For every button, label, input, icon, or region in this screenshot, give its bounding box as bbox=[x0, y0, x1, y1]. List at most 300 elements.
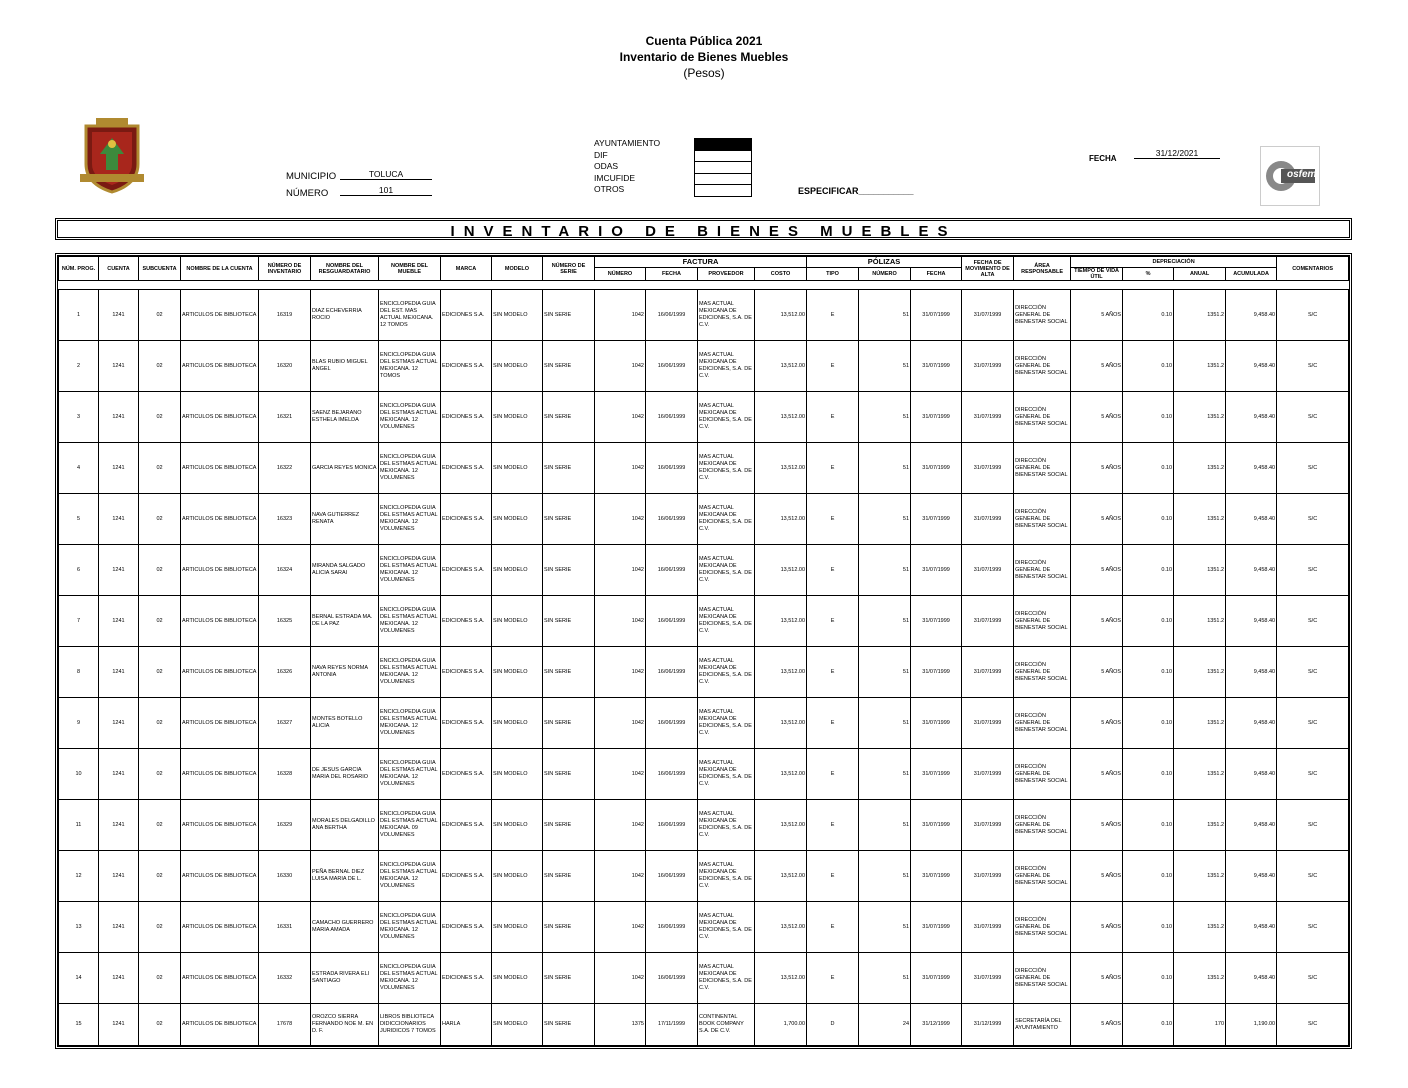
cell-comentarios: S/C bbox=[1277, 902, 1349, 953]
cell-comentarios: S/C bbox=[1277, 290, 1349, 341]
cell-mueble: ENCICLOPEDIA GUIA DEL ESTMAS ACTUAL MEXICANA. 12 VOLUMENES bbox=[379, 902, 441, 953]
col-num-inventario: NÚMERO DE INVENTARIO bbox=[259, 257, 311, 281]
cell-cuenta: 1241 bbox=[99, 545, 139, 596]
cell-resguardatario: NAVA REYES NORMA ANTONIA bbox=[311, 647, 379, 698]
group-factura: FACTURA bbox=[595, 257, 807, 268]
cell-subcuenta: 02 bbox=[139, 749, 181, 800]
table-row bbox=[59, 851, 1349, 902]
cell-fecha-mov: 31/07/1999 bbox=[962, 341, 1014, 392]
cell-num-prog: 15 bbox=[59, 1004, 99, 1046]
cell-subcuenta: 02 bbox=[139, 647, 181, 698]
cell-resguardatario: OROZCO SIERRA FERNANDO NOE M. EN D. F. bbox=[311, 1004, 379, 1046]
cell-proveedor: MAS ACTUAL MEXICANA DE EDICIONES, S.A. DE C.V. bbox=[698, 749, 755, 800]
cell-cuenta: 1241 bbox=[99, 749, 139, 800]
cell-serie: SIN SERIE bbox=[543, 392, 595, 443]
cell-num-prog: 10 bbox=[59, 749, 99, 800]
cell-marca: EDICIONES S.A. bbox=[441, 341, 492, 392]
cell-fecha-mov: 31/07/1999 bbox=[962, 851, 1014, 902]
cell-cuenta: 1241 bbox=[99, 341, 139, 392]
cell-area: DIRECCIÓN GENERAL DE BIENESTAR SOCIAL bbox=[1014, 341, 1071, 392]
cell-poliza-tipo: E bbox=[807, 647, 859, 698]
table-row bbox=[59, 494, 1349, 545]
cell-proveedor: MAS ACTUAL MEXICANA DE EDICIONES, S.A. DE C.V. bbox=[698, 443, 755, 494]
cell-resguardatario: MORALES DELGADILLO ANA BERTHA bbox=[311, 800, 379, 851]
cell-factura-numero: 1042 bbox=[595, 800, 646, 851]
cell-marca: HARLA bbox=[441, 1004, 492, 1046]
cell-num-inventario: 17678 bbox=[259, 1004, 311, 1046]
cell-area: DIRECCIÓN GENERAL DE BIENESTAR SOCIAL bbox=[1014, 443, 1071, 494]
cell-cuenta: 1241 bbox=[99, 1004, 139, 1046]
fecha-label: FECHA bbox=[1089, 154, 1117, 163]
cell-nombre-cuenta: ARTICULOS DE BIBLIOTECA bbox=[181, 698, 259, 749]
col-pct: % bbox=[1123, 268, 1174, 281]
cell-marca: EDICIONES S.A. bbox=[441, 749, 492, 800]
cell-factura-numero: 1042 bbox=[595, 443, 646, 494]
report-subtitle: Inventario de Bienes Muebles bbox=[619, 50, 789, 64]
cell-fecha-mov: 31/07/1999 bbox=[962, 545, 1014, 596]
cell-resguardatario: GARCIA REYES MONICA bbox=[311, 443, 379, 494]
cell-anual: 1351.2 bbox=[1174, 494, 1226, 545]
cell-cuenta: 1241 bbox=[99, 494, 139, 545]
cell-factura-numero: 1042 bbox=[595, 953, 646, 1004]
table-row bbox=[59, 341, 1349, 392]
col-fecha-mov: FECHA DE MOVIMIENTO DE ALTA bbox=[962, 257, 1014, 281]
cell-fecha-mov: 31/07/1999 bbox=[962, 290, 1014, 341]
cell-poliza-numero: 51 bbox=[859, 443, 911, 494]
cell-acumulada: 9,458.40 bbox=[1226, 443, 1277, 494]
cell-poliza-tipo: E bbox=[807, 596, 859, 647]
cell-cuenta: 1241 bbox=[99, 596, 139, 647]
cell-acumulada: 9,458.40 bbox=[1226, 851, 1277, 902]
group-polizas: PÓLIZAS bbox=[807, 257, 962, 268]
cell-nombre-cuenta: ARTICULOS DE BIBLIOTECA bbox=[181, 545, 259, 596]
cell-nombre-cuenta: ARTICULOS DE BIBLIOTECA bbox=[181, 341, 259, 392]
cell-fecha-mov: 31/07/1999 bbox=[962, 902, 1014, 953]
cell-poliza-numero: 51 bbox=[859, 800, 911, 851]
cell-vida-util: 5 AÑOS bbox=[1071, 392, 1123, 443]
cell-proveedor: MAS ACTUAL MEXICANA DE EDICIONES, S.A. DE C.V. bbox=[698, 392, 755, 443]
cell-poliza-numero: 51 bbox=[859, 290, 911, 341]
cell-cuenta: 1241 bbox=[99, 290, 139, 341]
cell-factura-fecha: 17/11/1999 bbox=[646, 1004, 698, 1046]
cell-mueble: ENCICLOPEDIA GUIA DEL ESTMAS ACTUAL MEXICANA. 12 VOLUMENES bbox=[379, 851, 441, 902]
cell-anual: 1351.2 bbox=[1174, 392, 1226, 443]
col-factura-fecha: FECHA bbox=[646, 268, 698, 281]
cell-serie: SIN SERIE bbox=[543, 443, 595, 494]
col-resguardatario: NOMBRE DEL RESGUARDATARIO bbox=[311, 257, 379, 281]
cell-subcuenta: 02 bbox=[139, 851, 181, 902]
cell-costo: 13,512.00 bbox=[755, 494, 807, 545]
cell-poliza-fecha: 31/07/1999 bbox=[911, 953, 962, 1004]
cell-subcuenta: 02 bbox=[139, 902, 181, 953]
cell-poliza-tipo: E bbox=[807, 341, 859, 392]
cell-mueble: ENCICLOPEDIA GUIA DEL ESTMAS ACTUAL MEXICANA. 12 VOLUMENES bbox=[379, 443, 441, 494]
cell-poliza-numero: 51 bbox=[859, 902, 911, 953]
cell-resguardatario: BERNAL ESTRADA MA. DE LA PAZ bbox=[311, 596, 379, 647]
cell-factura-numero: 1042 bbox=[595, 392, 646, 443]
cell-fecha-mov: 31/12/1999 bbox=[962, 1004, 1014, 1046]
entity-option: AYUNTAMIENTO bbox=[594, 138, 661, 148]
inventory-banner: INVENTARIO DE BIENES MUEBLES bbox=[55, 218, 1352, 240]
table-row bbox=[59, 800, 1349, 851]
cell-factura-fecha: 16/06/1999 bbox=[646, 698, 698, 749]
cell-nombre-cuenta: ARTICULOS DE BIBLIOTECA bbox=[181, 596, 259, 647]
table-row bbox=[59, 749, 1349, 800]
cell-area: DIRECCIÓN GENERAL DE BIENESTAR SOCIAL bbox=[1014, 494, 1071, 545]
cell-cuenta: 1241 bbox=[99, 698, 139, 749]
cell-poliza-numero: 51 bbox=[859, 341, 911, 392]
cell-acumulada: 1,190.00 bbox=[1226, 1004, 1277, 1046]
cell-serie: SIN SERIE bbox=[543, 341, 595, 392]
cell-num-inventario: 16320 bbox=[259, 341, 311, 392]
cell-area: SECRETARÍA DEL AYUNTAMIENTO bbox=[1014, 1004, 1071, 1046]
cell-num-prog: 7 bbox=[59, 596, 99, 647]
cell-subcuenta: 02 bbox=[139, 392, 181, 443]
cell-num-inventario: 16332 bbox=[259, 953, 311, 1004]
entity-checkbox-odas bbox=[694, 162, 752, 174]
inventory-table bbox=[55, 253, 1352, 1049]
cell-fecha-mov: 31/07/1999 bbox=[962, 698, 1014, 749]
cell-poliza-tipo: E bbox=[807, 953, 859, 1004]
cell-mueble: ENCICLOPEDIA GUIA DEL ESTMAS ACTUAL MEXICANA. 12 VOLUMENES bbox=[379, 392, 441, 443]
cell-poliza-tipo: E bbox=[807, 545, 859, 596]
cell-factura-fecha: 16/06/1999 bbox=[646, 596, 698, 647]
cell-poliza-fecha: 31/07/1999 bbox=[911, 749, 962, 800]
cell-num-prog: 9 bbox=[59, 698, 99, 749]
cell-poliza-tipo: D bbox=[807, 1004, 859, 1046]
cell-vida-util: 5 AÑOS bbox=[1071, 443, 1123, 494]
cell-proveedor: MAS ACTUAL MEXICANA DE EDICIONES, S.A. DE C.V. bbox=[698, 647, 755, 698]
cell-nombre-cuenta: ARTICULOS DE BIBLIOTECA bbox=[181, 290, 259, 341]
cell-serie: SIN SERIE bbox=[543, 902, 595, 953]
cell-pct: 0.10 bbox=[1123, 341, 1174, 392]
cell-modelo: SIN MODELO bbox=[492, 494, 543, 545]
cell-area: DIRECCIÓN GENERAL DE BIENESTAR SOCIAL bbox=[1014, 749, 1071, 800]
cell-fecha-mov: 31/07/1999 bbox=[962, 494, 1014, 545]
cell-pct: 0.10 bbox=[1123, 698, 1174, 749]
cell-poliza-tipo: E bbox=[807, 290, 859, 341]
cell-proveedor: MAS ACTUAL MEXICANA DE EDICIONES, S.A. DE C.V. bbox=[698, 902, 755, 953]
cell-costo: 13,512.00 bbox=[755, 341, 807, 392]
col-comentarios: COMENTARIOS bbox=[1277, 257, 1349, 281]
cell-anual: 1351.2 bbox=[1174, 290, 1226, 341]
cell-mueble: ENCICLOPEDIA GUIA DEL ESTMAS ACTUAL MEXICANA. 12 VOLUMENES bbox=[379, 545, 441, 596]
cell-num-inventario: 16331 bbox=[259, 902, 311, 953]
cell-factura-fecha: 16/06/1999 bbox=[646, 392, 698, 443]
cell-resguardatario: MONTES BOTELLO ALICIA bbox=[311, 698, 379, 749]
cell-modelo: SIN MODELO bbox=[492, 341, 543, 392]
col-subcuenta: SUBCUENTA bbox=[139, 257, 181, 281]
table-row bbox=[59, 290, 1349, 341]
cell-poliza-numero: 51 bbox=[859, 851, 911, 902]
col-marca: MARCA bbox=[441, 257, 492, 281]
cell-anual: 1351.2 bbox=[1174, 545, 1226, 596]
cell-mueble: LIBROS BIBLIOTECA DIDICCIONARIOS JURIDICOS 7 TOMOS bbox=[379, 1004, 441, 1046]
cell-num-inventario: 16324 bbox=[259, 545, 311, 596]
cell-proveedor: MAS ACTUAL MEXICANA DE EDICIONES, S.A. DE C.V. bbox=[698, 953, 755, 1004]
especificar-label: ESPECIFICAR___________ bbox=[798, 186, 914, 196]
cell-comentarios: S/C bbox=[1277, 545, 1349, 596]
cell-fecha-mov: 31/07/1999 bbox=[962, 800, 1014, 851]
cell-resguardatario: DE JESUS GARCIA MARIA DEL ROSARIO bbox=[311, 749, 379, 800]
cell-comentarios: S/C bbox=[1277, 392, 1349, 443]
cell-marca: EDICIONES S.A. bbox=[441, 545, 492, 596]
cell-nombre-cuenta: ARTICULOS DE BIBLIOTECA bbox=[181, 443, 259, 494]
cell-nombre-cuenta: ARTICULOS DE BIBLIOTECA bbox=[181, 749, 259, 800]
cell-num-prog: 14 bbox=[59, 953, 99, 1004]
cell-modelo: SIN MODELO bbox=[492, 902, 543, 953]
cell-marca: EDICIONES S.A. bbox=[441, 494, 492, 545]
cell-costo: 13,512.00 bbox=[755, 698, 807, 749]
cell-marca: EDICIONES S.A. bbox=[441, 392, 492, 443]
cell-mueble: ENCICLOPEDIA GUIA DEL ESTMAS ACTUAL MEXICANA. 12 VOLUMENES bbox=[379, 494, 441, 545]
group-depreciacion: DEPRECIACIÓN bbox=[1071, 257, 1277, 268]
cell-num-prog: 4 bbox=[59, 443, 99, 494]
cell-modelo: SIN MODELO bbox=[492, 953, 543, 1004]
cell-cuenta: 1241 bbox=[99, 800, 139, 851]
cell-poliza-fecha: 31/07/1999 bbox=[911, 392, 962, 443]
cell-num-inventario: 16329 bbox=[259, 800, 311, 851]
col-modelo: MODELO bbox=[492, 257, 543, 281]
table-row bbox=[59, 1004, 1349, 1046]
col-factura-numero: NÚMERO bbox=[595, 268, 646, 281]
cell-modelo: SIN MODELO bbox=[492, 800, 543, 851]
cell-area: DIRECCIÓN GENERAL DE BIENESTAR SOCIAL bbox=[1014, 698, 1071, 749]
cell-resguardatario: SAENZ BEJARANO ESTHELA IMELDA bbox=[311, 392, 379, 443]
cell-anual: 1351.2 bbox=[1174, 749, 1226, 800]
entity-type-list bbox=[594, 138, 660, 196]
cell-modelo: SIN MODELO bbox=[492, 1004, 543, 1046]
col-poliza-numero: NÚMERO bbox=[859, 268, 911, 281]
cell-nombre-cuenta: ARTICULOS DE BIBLIOTECA bbox=[181, 1004, 259, 1046]
cell-subcuenta: 02 bbox=[139, 800, 181, 851]
cell-subcuenta: 02 bbox=[139, 290, 181, 341]
entity-option: IMCUFIDE bbox=[594, 172, 636, 183]
cell-costo: 13,512.00 bbox=[755, 290, 807, 341]
cell-costo: 13,512.00 bbox=[755, 392, 807, 443]
cell-pct: 0.10 bbox=[1123, 1004, 1174, 1046]
cell-acumulada: 9,458.40 bbox=[1226, 392, 1277, 443]
cell-mueble: ENCICLOPEDIA GUIA DEL ESTMAS ACTUAL MEXICANA. 09 VOLUMENES bbox=[379, 800, 441, 851]
cell-poliza-numero: 51 bbox=[859, 545, 911, 596]
cell-factura-numero: 1042 bbox=[595, 290, 646, 341]
cell-marca: EDICIONES S.A. bbox=[441, 596, 492, 647]
cell-comentarios: S/C bbox=[1277, 1004, 1349, 1046]
cell-factura-fecha: 16/06/1999 bbox=[646, 800, 698, 851]
cell-nombre-cuenta: ARTICULOS DE BIBLIOTECA bbox=[181, 902, 259, 953]
cell-vida-util: 5 AÑOS bbox=[1071, 698, 1123, 749]
cell-num-inventario: 16321 bbox=[259, 392, 311, 443]
cell-vida-util: 5 AÑOS bbox=[1071, 596, 1123, 647]
cell-poliza-numero: 51 bbox=[859, 647, 911, 698]
cell-serie: SIN SERIE bbox=[543, 596, 595, 647]
cell-modelo: SIN MODELO bbox=[492, 749, 543, 800]
cell-acumulada: 9,458.40 bbox=[1226, 749, 1277, 800]
cell-serie: SIN SERIE bbox=[543, 800, 595, 851]
cell-num-inventario: 16328 bbox=[259, 749, 311, 800]
cell-factura-fecha: 16/06/1999 bbox=[646, 647, 698, 698]
cell-anual: 1351.2 bbox=[1174, 902, 1226, 953]
cell-proveedor: MAS ACTUAL MEXICANA DE EDICIONES, S.A. DE C.V. bbox=[698, 341, 755, 392]
cell-poliza-fecha: 31/07/1999 bbox=[911, 341, 962, 392]
cell-acumulada: 9,458.40 bbox=[1226, 290, 1277, 341]
cell-factura-fecha: 16/06/1999 bbox=[646, 341, 698, 392]
cell-comentarios: S/C bbox=[1277, 494, 1349, 545]
col-cuenta: CUENTA bbox=[99, 257, 139, 281]
cell-poliza-numero: 51 bbox=[859, 698, 911, 749]
entity-checkbox-imcufide bbox=[694, 174, 752, 186]
cell-marca: EDICIONES S.A. bbox=[441, 290, 492, 341]
osfem-logo bbox=[1260, 146, 1320, 206]
cell-num-prog: 5 bbox=[59, 494, 99, 545]
col-area: ÁREA RESPONSABLE bbox=[1014, 257, 1071, 281]
cell-vida-util: 5 AÑOS bbox=[1071, 902, 1123, 953]
cell-nombre-cuenta: ARTICULOS DE BIBLIOTECA bbox=[181, 392, 259, 443]
cell-costo: 1,700.00 bbox=[755, 1004, 807, 1046]
cell-comentarios: S/C bbox=[1277, 800, 1349, 851]
cell-serie: SIN SERIE bbox=[543, 494, 595, 545]
cell-fecha-mov: 31/07/1999 bbox=[962, 749, 1014, 800]
col-anual: ANUAL bbox=[1174, 268, 1226, 281]
cell-acumulada: 9,458.40 bbox=[1226, 647, 1277, 698]
cell-area: DIRECCIÓN GENERAL DE BIENESTAR SOCIAL bbox=[1014, 851, 1071, 902]
cell-subcuenta: 02 bbox=[139, 545, 181, 596]
cell-vida-util: 5 AÑOS bbox=[1071, 800, 1123, 851]
cell-subcuenta: 02 bbox=[139, 494, 181, 545]
cell-num-prog: 1 bbox=[59, 290, 99, 341]
cell-area: DIRECCIÓN GENERAL DE BIENESTAR SOCIAL bbox=[1014, 392, 1071, 443]
cell-nombre-cuenta: ARTICULOS DE BIBLIOTECA bbox=[181, 851, 259, 902]
entity-checkboxes bbox=[694, 138, 752, 197]
cell-subcuenta: 02 bbox=[139, 596, 181, 647]
cell-acumulada: 9,458.40 bbox=[1226, 902, 1277, 953]
cell-area: DIRECCIÓN GENERAL DE BIENESTAR SOCIAL bbox=[1014, 647, 1071, 698]
cell-pct: 0.10 bbox=[1123, 902, 1174, 953]
toluca-coat-of-arms-icon bbox=[78, 114, 146, 194]
cell-costo: 13,512.00 bbox=[755, 596, 807, 647]
col-poliza-tipo: TIPO bbox=[807, 268, 859, 281]
cell-poliza-tipo: E bbox=[807, 851, 859, 902]
municipio-label: MUNICIPIO bbox=[286, 171, 337, 182]
cell-factura-numero: 1042 bbox=[595, 545, 646, 596]
cell-anual: 1351.2 bbox=[1174, 341, 1226, 392]
cell-resguardatario: BLAS RUBIO MIGUEL ANGEL bbox=[311, 341, 379, 392]
cell-fecha-mov: 31/07/1999 bbox=[962, 596, 1014, 647]
cell-factura-fecha: 16/06/1999 bbox=[646, 749, 698, 800]
cell-vida-util: 5 AÑOS bbox=[1071, 341, 1123, 392]
cell-num-prog: 12 bbox=[59, 851, 99, 902]
table-row bbox=[59, 596, 1349, 647]
cell-serie: SIN SERIE bbox=[543, 1004, 595, 1046]
cell-proveedor: MAS ACTUAL MEXICANA DE EDICIONES, S.A. DE C.V. bbox=[698, 698, 755, 749]
cell-acumulada: 9,458.40 bbox=[1226, 494, 1277, 545]
cell-poliza-numero: 51 bbox=[859, 596, 911, 647]
cell-pct: 0.10 bbox=[1123, 392, 1174, 443]
cell-factura-fecha: 16/06/1999 bbox=[646, 443, 698, 494]
cell-poliza-fecha: 31/07/1999 bbox=[911, 596, 962, 647]
cell-comentarios: S/C bbox=[1277, 749, 1349, 800]
cell-comentarios: S/C bbox=[1277, 443, 1349, 494]
col-costo: COSTO bbox=[755, 268, 807, 281]
cell-resguardatario: PEÑA BERNAL DIEZ LUISA MARIA DE L. bbox=[311, 851, 379, 902]
cell-cuenta: 1241 bbox=[99, 902, 139, 953]
cell-modelo: SIN MODELO bbox=[492, 443, 543, 494]
cell-vida-util: 5 AÑOS bbox=[1071, 749, 1123, 800]
cell-resguardatario: ESTRADA RIVERA ELI SANTIAGO bbox=[311, 953, 379, 1004]
cell-marca: EDICIONES S.A. bbox=[441, 698, 492, 749]
cell-subcuenta: 02 bbox=[139, 698, 181, 749]
cell-pct: 0.10 bbox=[1123, 953, 1174, 1004]
cell-costo: 13,512.00 bbox=[755, 749, 807, 800]
cell-poliza-numero: 51 bbox=[859, 392, 911, 443]
table-row bbox=[59, 953, 1349, 1004]
cell-acumulada: 9,458.40 bbox=[1226, 800, 1277, 851]
cell-modelo: SIN MODELO bbox=[492, 851, 543, 902]
col-poliza-fecha: FECHA bbox=[911, 268, 962, 281]
cell-nombre-cuenta: ARTICULOS DE BIBLIOTECA bbox=[181, 800, 259, 851]
cell-poliza-tipo: E bbox=[807, 392, 859, 443]
entity-option: OTROS bbox=[594, 184, 625, 194]
cell-anual: 1351.2 bbox=[1174, 800, 1226, 851]
cell-fecha-mov: 31/07/1999 bbox=[962, 647, 1014, 698]
cell-costo: 13,512.00 bbox=[755, 647, 807, 698]
table-row bbox=[59, 902, 1349, 953]
col-proveedor: PROVEEDOR bbox=[698, 268, 755, 281]
cell-num-inventario: 16327 bbox=[259, 698, 311, 749]
cell-poliza-fecha: 31/07/1999 bbox=[911, 545, 962, 596]
cell-pct: 0.10 bbox=[1123, 596, 1174, 647]
cell-comentarios: S/C bbox=[1277, 341, 1349, 392]
cell-serie: SIN SERIE bbox=[543, 851, 595, 902]
cell-poliza-tipo: E bbox=[807, 698, 859, 749]
cell-factura-numero: 1042 bbox=[595, 596, 646, 647]
numero-label: NÚMERO bbox=[286, 188, 329, 199]
cell-fecha-mov: 31/07/1999 bbox=[962, 953, 1014, 1004]
cell-factura-fecha: 16/06/1999 bbox=[646, 545, 698, 596]
cell-serie: SIN SERIE bbox=[543, 698, 595, 749]
cell-proveedor: MAS ACTUAL MEXICANA DE EDICIONES, S.A. DE C.V. bbox=[698, 494, 755, 545]
cell-costo: 13,512.00 bbox=[755, 902, 807, 953]
cell-num-prog: 13 bbox=[59, 902, 99, 953]
cell-anual: 1351.2 bbox=[1174, 596, 1226, 647]
cell-cuenta: 1241 bbox=[99, 953, 139, 1004]
cell-modelo: SIN MODELO bbox=[492, 596, 543, 647]
cell-modelo: SIN MODELO bbox=[492, 647, 543, 698]
cell-factura-numero: 1042 bbox=[595, 341, 646, 392]
cell-area: DIRECCIÓN GENERAL DE BIENESTAR SOCIAL bbox=[1014, 290, 1071, 341]
cell-num-prog: 8 bbox=[59, 647, 99, 698]
cell-factura-numero: 1375 bbox=[595, 1004, 646, 1046]
cell-vida-util: 5 AÑOS bbox=[1071, 545, 1123, 596]
cell-resguardatario: CAMACHO GUERRERO MARIA AMADA bbox=[311, 902, 379, 953]
cell-modelo: SIN MODELO bbox=[492, 698, 543, 749]
cell-num-prog: 6 bbox=[59, 545, 99, 596]
cell-anual: 1351.2 bbox=[1174, 953, 1226, 1004]
cell-proveedor: CONTINENTAL BOOK COMPANY S.A. DE C.V. bbox=[698, 1004, 755, 1046]
cell-vida-util: 5 AÑOS bbox=[1071, 1004, 1123, 1046]
cell-fecha-mov: 31/07/1999 bbox=[962, 392, 1014, 443]
cell-serie: SIN SERIE bbox=[543, 647, 595, 698]
cell-mueble: ENCICLOPEDIA GUIA DEL ESTMAS ACTUAL MEXICANA. 12 TOMOS bbox=[379, 341, 441, 392]
cell-comentarios: S/C bbox=[1277, 647, 1349, 698]
cell-costo: 13,512.00 bbox=[755, 851, 807, 902]
cell-costo: 13,512.00 bbox=[755, 800, 807, 851]
table-row bbox=[59, 647, 1349, 698]
cell-poliza-fecha: 31/12/1999 bbox=[911, 1004, 962, 1046]
cell-num-prog: 11 bbox=[59, 800, 99, 851]
cell-costo: 13,512.00 bbox=[755, 953, 807, 1004]
cell-pct: 0.10 bbox=[1123, 851, 1174, 902]
